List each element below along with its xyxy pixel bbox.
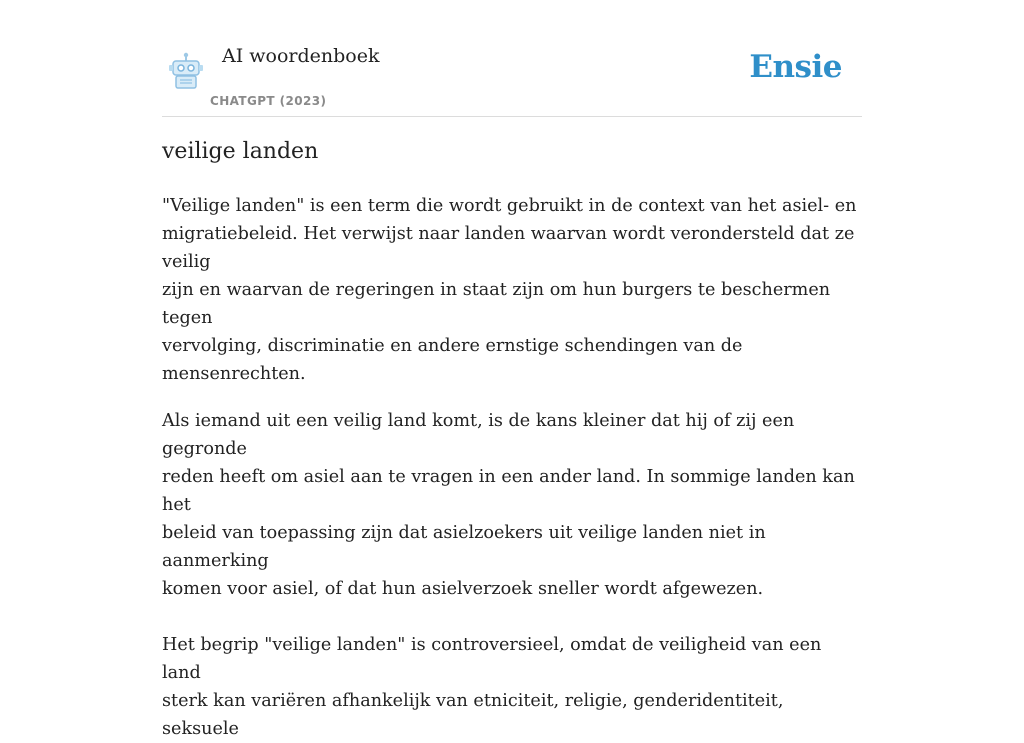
brand-logo[interactable]: Ensie <box>749 49 842 85</box>
source-subtitle: CHATGPT (2023) <box>210 94 327 108</box>
source-title[interactable]: AI woordenboek <box>222 45 380 67</box>
entry-term: veilige landen <box>162 139 319 164</box>
entry-content <box>162 192 864 743</box>
definition-paragraph: Als iemand uit een veilig land komt, is de kans kleiner dat hij of zij een gegronde reden heeft om asiel aan te vragen in een ander land. In sommige landen kan het beleid van toepassing zijn dat asielzoekers uit veilige landen niet in aanmerking komen voor asiel, of dat hun asielverzoek sneller wordt afgewezen. <box>162 411 855 599</box>
robot-icon <box>166 52 206 90</box>
entry-header <box>162 0 862 117</box>
definition-paragraph: Het begrip "veilige landen" is controversieel, omdat de veiligheid van een land sterk kan variëren afhankelijk van etniciteit, religie, genderidentiteit, seksuele <box>162 635 822 739</box>
definition-paragraph: "Veilige landen" is een term die wordt gebruikt in de context van het asiel- en migratiebeleid. Het verwijst naar landen waarvan wordt verondersteld dat ze veilig zijn en waarvan de regeringen in staat zijn om hun burgers te beschermen tegen vervolging, discriminatie en andere ernstige schendingen van de mensenrechten. <box>162 196 857 384</box>
